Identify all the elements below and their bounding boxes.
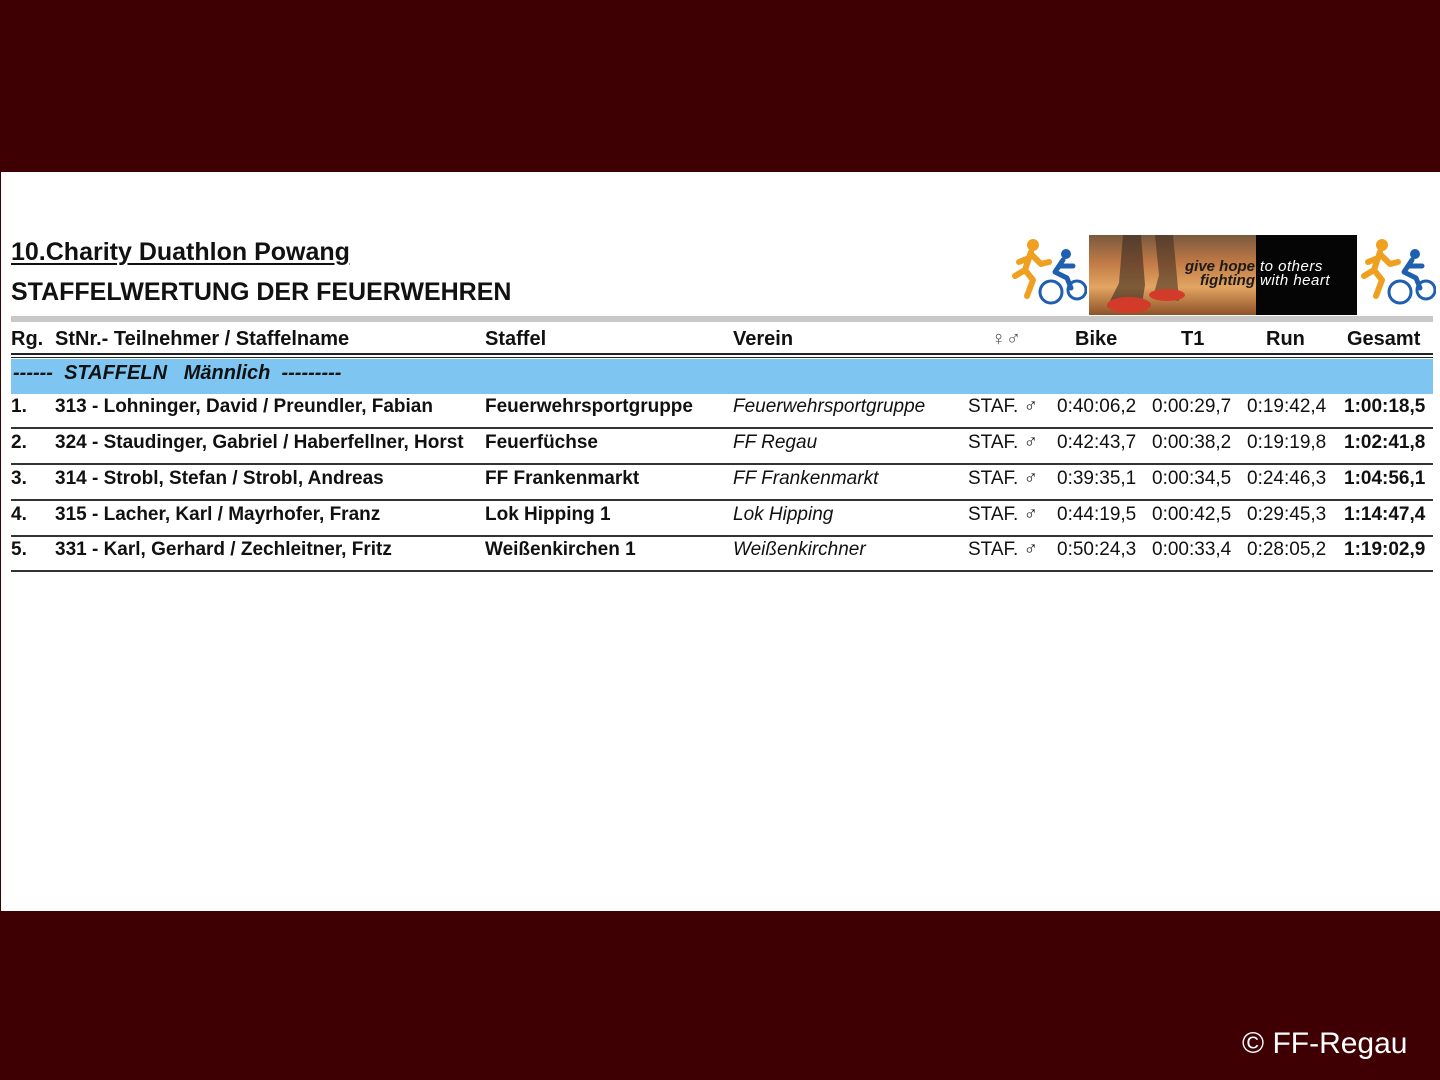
- cell-relay: Lok Hipping 1: [485, 504, 611, 525]
- cell-category: STAF. ♂: [968, 396, 1038, 417]
- cell-total: 1:00:18,5: [1344, 396, 1426, 417]
- cell-run: 0:24:46,3: [1247, 468, 1327, 489]
- row-divider: [11, 463, 1433, 465]
- cell-t1: 0:00:33,4: [1152, 539, 1232, 560]
- row-divider: [11, 570, 1433, 572]
- cell-rank: 4.: [11, 504, 27, 525]
- cell-t1: 0:00:29,7: [1152, 396, 1232, 417]
- page-title: 10.Charity Duathlon Powang: [11, 238, 350, 266]
- banner-slogan-left: give hope fighting: [1184, 258, 1255, 289]
- cell-club: Weißenkirchner: [733, 539, 866, 560]
- header-divider: [11, 316, 1433, 322]
- col-header-total: Gesamt: [1347, 328, 1421, 350]
- col-header-club: Verein: [733, 328, 794, 350]
- header-logos: [1011, 234, 1436, 314]
- cell-relay: Feuerwehrsportgruppe: [485, 396, 693, 417]
- cell-t1: 0:00:42,5: [1152, 504, 1232, 525]
- page-subtitle: STAFFELWERTUNG DER FEUERWEHREN: [11, 278, 512, 306]
- copyright-notice: © FF-Regau: [1242, 1027, 1408, 1060]
- cell-category: STAF. ♂: [968, 504, 1038, 525]
- table-row: [1, 432, 1440, 468]
- cell-category: STAF. ♂: [968, 468, 1038, 489]
- col-header-bike: Bike: [1075, 328, 1118, 350]
- cell-club: FF Regau: [733, 432, 818, 453]
- row-divider: [11, 535, 1433, 537]
- cell-total: 1:02:41,8: [1344, 432, 1426, 453]
- table-row: [1, 468, 1440, 504]
- col-header-run: Run: [1266, 328, 1305, 350]
- runner-cyclist-icon: [1360, 236, 1436, 310]
- col-header-gender: ♀♂: [991, 328, 1021, 350]
- cell-bike: 0:44:19,5: [1057, 504, 1137, 525]
- cell-rank: 3.: [11, 468, 27, 489]
- cell-relay: Feuerfüchse: [485, 432, 598, 453]
- cell-run: 0:19:19,8: [1247, 432, 1327, 453]
- cell-total: 1:04:56,1: [1344, 468, 1426, 489]
- header-rule-bottom: [11, 357, 1433, 358]
- banner-slogan-right: to others with heart: [1260, 258, 1331, 289]
- cell-t1: 0:00:34,5: [1152, 468, 1232, 489]
- runner-cyclist-icon: [1011, 236, 1087, 310]
- table-row: [1, 504, 1440, 540]
- col-header-participants: StNr.- Teilnehmer / Staffelname: [55, 328, 350, 350]
- cell-t1: 0:00:38,2: [1152, 432, 1232, 453]
- table-row: [1, 396, 1440, 432]
- cell-club: FF Frankenmarkt: [733, 468, 879, 489]
- col-header-relay: Staffel: [485, 328, 547, 350]
- cell-run: 0:29:45,3: [1247, 504, 1327, 525]
- cell-bike: 0:50:24,3: [1057, 539, 1137, 560]
- cell-club: Feuerwehrsportgruppe: [733, 396, 926, 417]
- cell-category: STAF. ♂: [968, 539, 1038, 560]
- cell-bike: 0:39:35,1: [1057, 468, 1137, 489]
- cell-participants: 324 - Staudinger, Gabriel / Haberfellner, Horst: [55, 432, 464, 453]
- cell-bike: 0:42:43,7: [1057, 432, 1137, 453]
- cell-rank: 2.: [11, 432, 27, 453]
- cell-club: Lok Hipping: [733, 504, 834, 525]
- table-row: [1, 539, 1440, 575]
- cell-participants: 314 - Strobl, Stefan / Strobl, Andreas: [55, 468, 384, 489]
- cell-total: 1:14:47,4: [1344, 504, 1426, 525]
- cell-participants: 315 - Lacher, Karl / Mayrhofer, Franz: [55, 504, 381, 525]
- banner-image: [1089, 235, 1357, 315]
- cell-run: 0:28:05,2: [1247, 539, 1327, 560]
- cell-bike: 0:40:06,2: [1057, 396, 1137, 417]
- cell-total: 1:19:02,9: [1344, 539, 1426, 560]
- cell-category: STAF. ♂: [968, 432, 1038, 453]
- header-rule-top: [11, 353, 1433, 355]
- results-sheet: [1, 172, 1440, 911]
- col-header-t1: T1: [1181, 328, 1205, 350]
- section-heading: ------ STAFFELN Männlich ---------: [13, 362, 342, 384]
- cell-participants: 313 - Lohninger, David / Preundler, Fabian: [55, 396, 433, 417]
- row-divider: [11, 427, 1433, 429]
- col-header-rank: Rg.: [11, 328, 44, 350]
- cell-participants: 331 - Karl, Gerhard / Zechleitner, Fritz: [55, 539, 392, 560]
- cell-run: 0:19:42,4: [1247, 396, 1327, 417]
- cell-relay: FF Frankenmarkt: [485, 468, 640, 489]
- row-divider: [11, 499, 1433, 501]
- cell-relay: Weißenkirchen 1: [485, 539, 636, 560]
- cell-rank: 5.: [11, 539, 27, 560]
- cell-rank: 1.: [11, 396, 27, 417]
